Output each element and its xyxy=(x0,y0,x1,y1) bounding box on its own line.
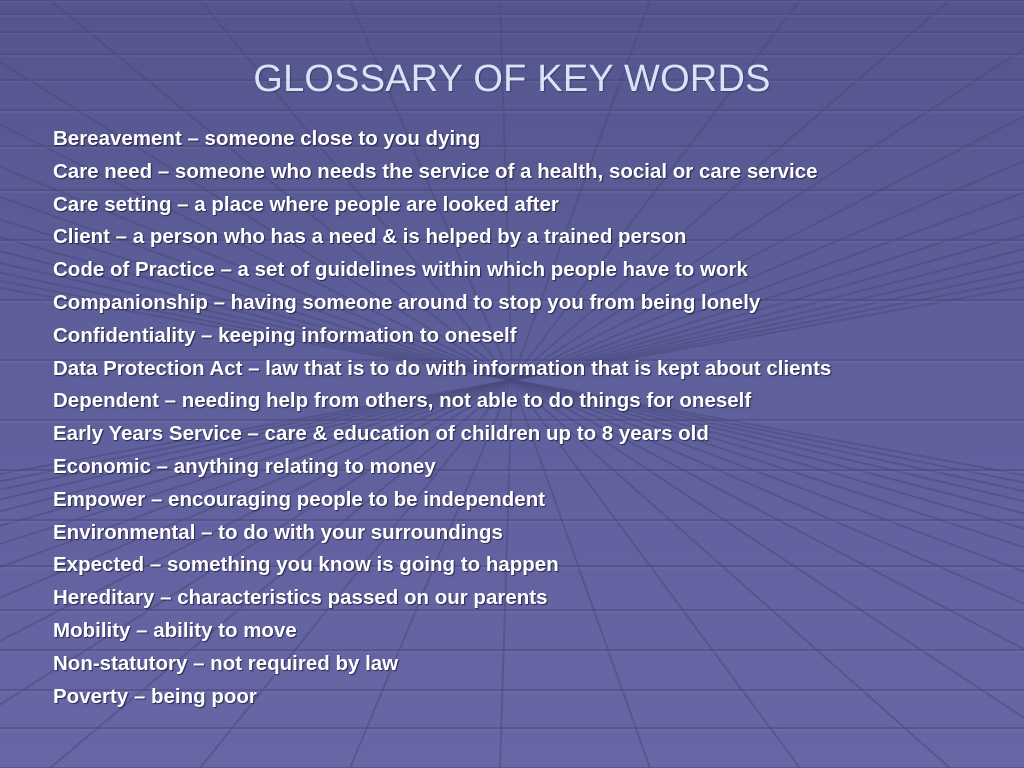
glossary-term: Care setting – a place where people are looked after xyxy=(53,192,559,216)
glossary-term: Companionship – having someone around to stop you from being lonely xyxy=(53,290,761,314)
slide-title: GLOSSARY OF KEY WORDS xyxy=(253,58,771,100)
glossary-term: Non-statutory – not required by law xyxy=(53,651,399,675)
glossary-term: Early Years Service – care & education of children up to 8 years old xyxy=(53,422,709,446)
glossary-term: Poverty – being poor xyxy=(53,684,257,708)
glossary-term: Expected – something you know is going to happen xyxy=(53,553,559,577)
glossary-term: Dependent – needing help from others, not able to do things for oneself xyxy=(53,389,752,413)
glossary-term: Bereavement – someone close to you dying xyxy=(53,127,481,150)
glossary-term: Code of Practice – a set of guidelines within which people have to work xyxy=(53,258,748,282)
glossary-term: Economic – anything relating to money xyxy=(53,454,436,478)
glossary-term: Mobility – ability to move xyxy=(53,618,297,642)
glossary-term: Hereditary – characteristics passed on our parents xyxy=(53,586,548,610)
glossary-term: Data Protection Act – law that is to do with information that is kept about clients xyxy=(53,356,832,380)
glossary-term: Empower – encouraging people to be independent xyxy=(53,487,546,511)
glossary-term: Care need – someone who needs the service of a health, social or care service xyxy=(53,159,818,183)
glossary-term: Client – a person who has a need & is helped by a trained person xyxy=(53,225,687,249)
glossary-term: Confidentiality – keeping information to oneself xyxy=(53,323,517,347)
glossary-term: Environmental – to do with your surroundings xyxy=(53,520,503,544)
glossary-list xyxy=(53,123,831,713)
